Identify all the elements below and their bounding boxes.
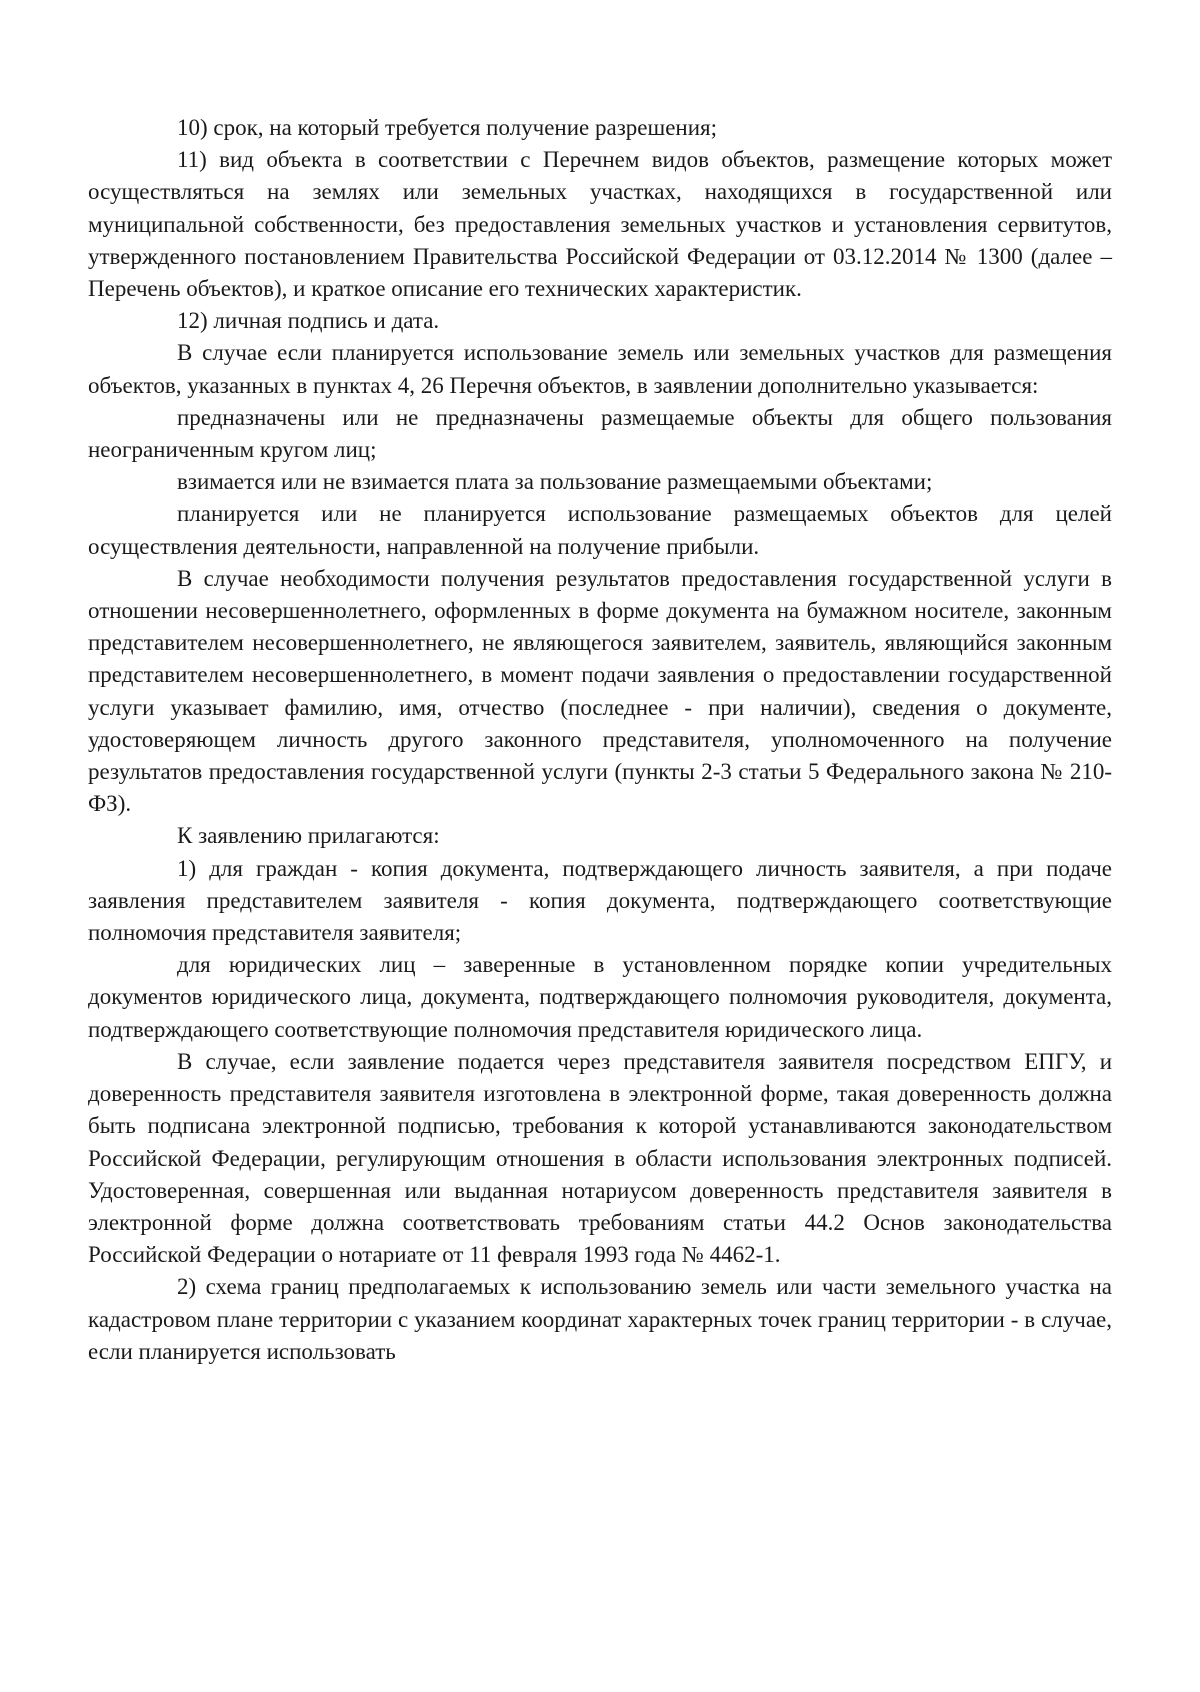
paragraph-item-12: 12) личная подпись и дата. bbox=[177, 308, 440, 334]
paragraph-profit: планируется или не планируется использование размещаемых объектов для целей осуществления деятельности, направленной на получение прибыли. bbox=[88, 501, 1112, 559]
paragraph-power-of-attorney: В случае, если заявление подается через представителя заявителя посредством ЕПГУ, и доверенность представителя заявителя изготовлена в электронной форме, такая доверенность должна быть подписана электронной подписью, требования к которой устанавливаются законодательством Российской Федерации, регулирующим отношения в области использования электронных подписей. Удостоверенная, совершенная или выданная нотариусом доверенность представителя заявителя в электронной форме должна соответствовать требованиям статьи 44.2 Основ законодательства Российской Федерации о нотариате от 11 февраля 1993 года № 4462-1. bbox=[88, 1048, 1112, 1268]
document-page bbox=[88, 112, 1112, 1368]
paragraph-public-use: предназначены или не предназначены размещаемые объекты для общего пользования неограниченным кругом лиц; bbox=[88, 404, 1112, 463]
paragraph-additional-info: В случае если планируется использование земель или земельных участков для размещения объектов, указанных в пунктах 4, 26 Перечня объектов, в заявлении дополнительно указывается: bbox=[88, 340, 1112, 398]
paragraph-fee: взимается или не взимается плата за пользование размещаемыми объектами; bbox=[177, 469, 933, 495]
paragraph-attachment-1: 1) для граждан - копия документа, подтверждающего личность заявителя, а при подаче заявления представителем заявителя - копия документа, подтверждающего соответствующие полномочия представителя заявителя; bbox=[88, 855, 1112, 946]
paragraph-attachments-heading: К заявлению прилагаются: bbox=[177, 823, 440, 849]
paragraph-minor: В случае необходимости получения результатов предоставления государственной услуги в отношении несовершеннолетнего, оформленных в форме документа на бумажном носителе, законным представителем несовершеннолетнего, не являющегося заявителем, заявитель, являющийся законным представителем несовершеннолетнего, в момент подачи заявления о предоставлении государственной услуги указывает фамилию, имя, отчество (последнее - при наличии), сведения о документе, удостоверяющем личность другого законного представителя, уполномоченного на получение результатов предоставления государственной услуги (пункты 2-3 статьи 5 Федерального закона № 210-ФЗ). bbox=[88, 565, 1112, 817]
paragraph-item-11: 11) вид объекта в соответствии с Перечнем видов объектов, размещение которых может осуществляться на землях или земельных участках, находящихся в государственной или муниципальной собственности, без предоставления земельных участков и установления сервитутов, утвержденного постановлением Правительства Российской Федерации от 03.12.2014 № 1300 (далее – Перечень объектов), и краткое описание его технических характеристик. bbox=[88, 147, 1112, 302]
paragraph-item-10: 10) срок, на который требуется получение разрешения; bbox=[177, 115, 718, 140]
paragraph-legal-entities: для юридических лиц – заверенные в установленном порядке копии учредительных документов юридического лица, документа, подтверждающего полномочия руководителя, документа, подтверждающего соответствующие полномочия представителя юридического лица. bbox=[88, 952, 1112, 1042]
paragraph-attachment-2: 2) схема границ предполагаемых к использованию земель или части земельного участка на кадастровом плане территории с указанием координат характерных точек границ территории - в случае, если планируется использовать bbox=[88, 1274, 1112, 1364]
